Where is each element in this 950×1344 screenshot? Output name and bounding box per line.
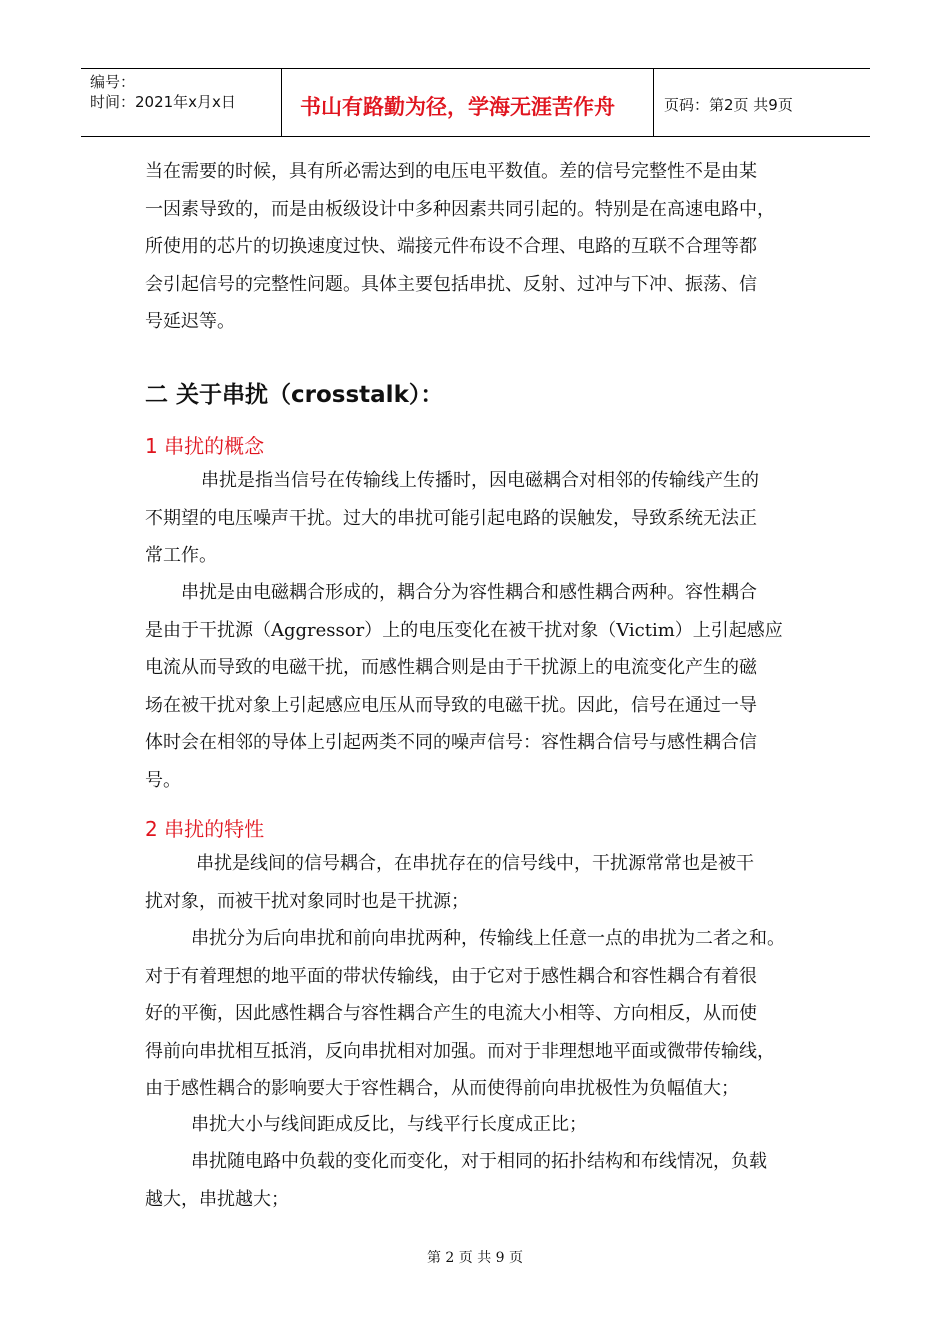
header-motto-cell bbox=[282, 69, 654, 136]
text-line: 串扰大小与线间距成反比，与线平行长度成正比； bbox=[173, 1114, 587, 1135]
text-line: 场在被干扰对象上引起感应电压从而导致的电磁干扰。因此，信号在通过一导 bbox=[145, 694, 757, 716]
text-line: 号。 bbox=[145, 769, 181, 791]
text-line: 对于有着理想的地平面的带状传输线，由于它对于感性耦合和容性耦合有着很 bbox=[145, 965, 757, 987]
subsection-title-characteristics: 2 串扰的特性 bbox=[145, 817, 265, 841]
characteristics-paragraph-1 bbox=[145, 845, 825, 920]
text-line: 串扰是线间的信号耦合，在串扰存在的信号线中，干扰源常常也是被干 bbox=[178, 853, 754, 874]
characteristics-paragraph-2 bbox=[145, 920, 825, 1108]
characteristics-paragraph-3 bbox=[145, 1106, 825, 1144]
text-line: 得前向串扰相互抵消，反向串扰相对加强。而对于非理想地平面或微带传输线， bbox=[145, 1040, 775, 1062]
text-line: 扰对象，而被干扰对象同时也是干扰源； bbox=[145, 890, 469, 912]
text-line: 串扰随电路中负载的变化而变化，对于相同的拓扑结构和布线情况，负载 bbox=[173, 1151, 767, 1172]
text-line: 号延迟等。 bbox=[145, 311, 235, 332]
text-line: 串扰分为后向串扰和前向串扰两种，传输线上任意一点的串扰为二者之和。 bbox=[173, 928, 785, 949]
page-header bbox=[81, 68, 870, 137]
concept-paragraph-1 bbox=[145, 462, 825, 575]
document-number: 编号： bbox=[90, 73, 136, 91]
text-line: 由于感性耦合的影响要大于容性耦合，从而使得前向串扰极性为负幅值大； bbox=[145, 1078, 739, 1099]
text-line: 串扰是指当信号在传输线上传播时，因电磁耦合对相邻的传输线产生的 bbox=[183, 470, 759, 491]
header-motto: 书山有路勤为径，学海无涯苦作舟 bbox=[300, 95, 615, 119]
subsection-title-concept: 1 串扰的概念 bbox=[145, 434, 265, 458]
text-line: 电流从而导致的电磁干扰，而感性耦合则是由于干扰源上的电流变化产生的磁 bbox=[145, 657, 757, 678]
text-line: 当在需要的时候，具有所必需达到的电压电平数值。差的信号完整性不是由某 bbox=[145, 161, 757, 182]
characteristics-paragraph-4 bbox=[145, 1143, 825, 1218]
header-page-number: 页码：第2页 共9页 bbox=[664, 96, 793, 114]
header-page-cell bbox=[654, 69, 870, 136]
text-line: 常工作。 bbox=[145, 545, 217, 566]
header-info-cell bbox=[81, 69, 282, 136]
text-line: 一因素导致的，而是由板级设计中多种因素共同引起的。特别是在高速电路中， bbox=[145, 198, 775, 220]
text-line: 越大，串扰越大； bbox=[145, 1188, 289, 1210]
document-date: 时间：2021年x月x日 bbox=[90, 93, 236, 111]
text-line: 会引起信号的完整性问题。具体主要包括串扰、反射、过冲与下冲、振荡、信 bbox=[145, 273, 757, 295]
text-line: 不期望的电压噪声干扰。过大的串扰可能引起电路的误触发，导致系统无法正 bbox=[145, 507, 757, 529]
text-line: 体时会在相邻的导体上引起两类不同的噪声信号：容性耦合信号与感性耦合信 bbox=[145, 732, 757, 753]
concept-paragraph-2 bbox=[145, 574, 825, 799]
text-line: 是由于干扰源（Aggressor）上的电压变化在被干扰对象（Victim）上引起感应 bbox=[145, 619, 783, 641]
text-line: 所使用的芯片的切换速度过快、端接元件布设不合理、电路的互联不合理等都 bbox=[145, 236, 757, 257]
section-title: 二 关于串扰（crosstalk）： bbox=[145, 382, 444, 408]
page-footer: 第 2 页 共 9 页 bbox=[426, 1250, 524, 1266]
text-line: 好的平衡，因此感性耦合与容性耦合产生的电流大小相等、方向相反，从而使 bbox=[145, 1003, 757, 1024]
intro-paragraph bbox=[145, 153, 825, 341]
text-line: 串扰是由电磁耦合形成的，耦合分为容性耦合和感性耦合两种。容性耦合 bbox=[163, 582, 757, 603]
